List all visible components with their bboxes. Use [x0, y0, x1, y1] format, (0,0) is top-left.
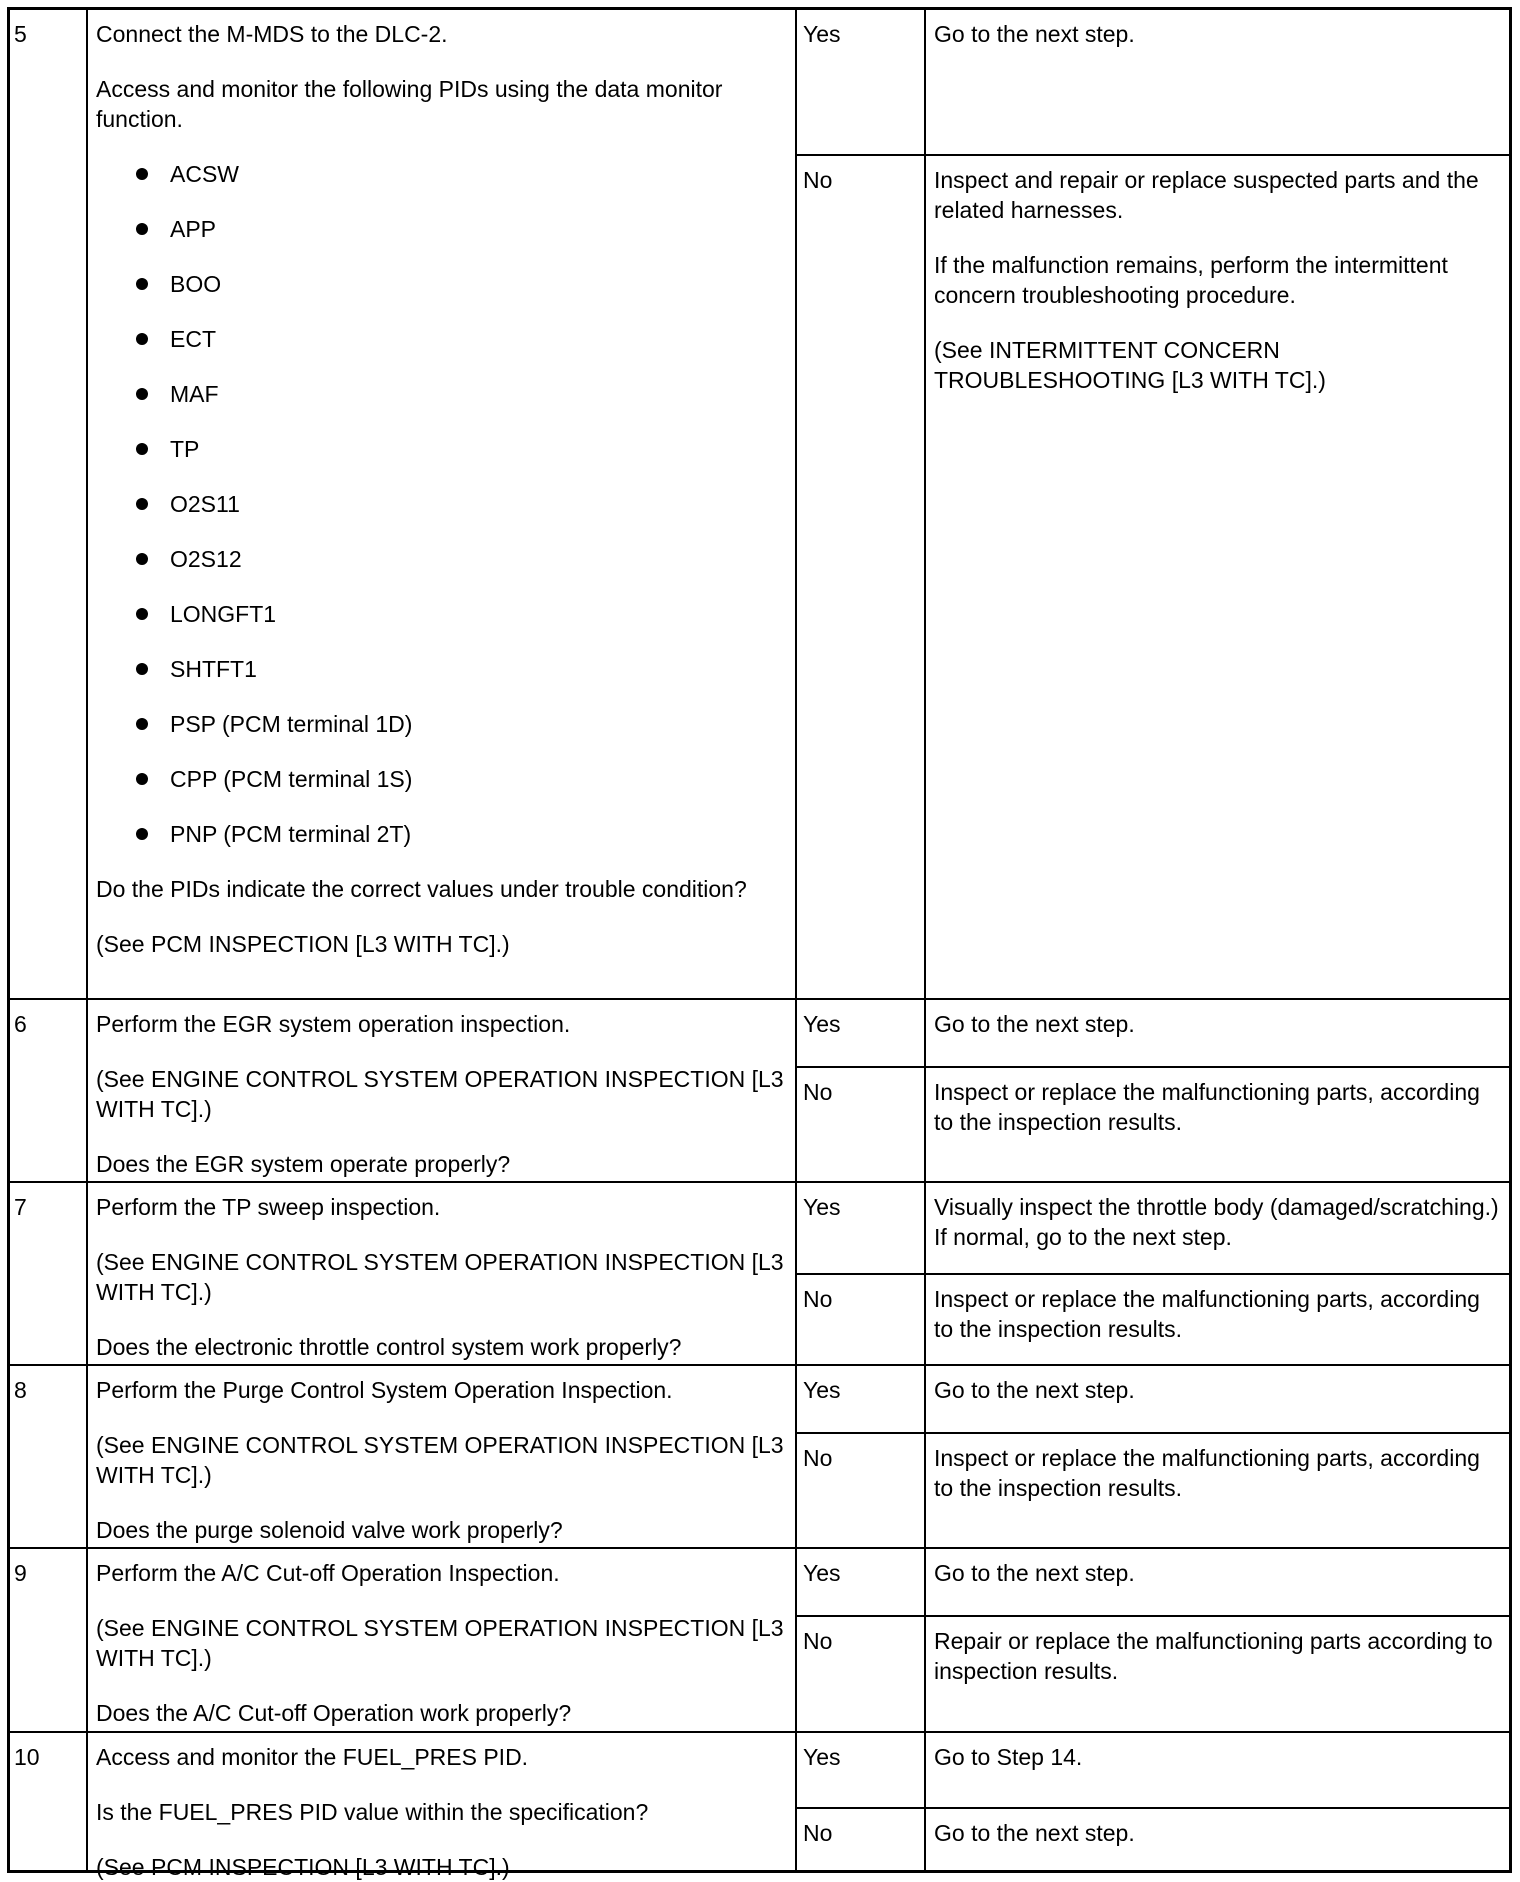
step-number: 5 — [10, 10, 88, 998]
no-label: No — [797, 1434, 926, 1547]
yes-row — [797, 1549, 1509, 1617]
no-action: Inspect or replace the malfunctioning parts, according to the inspection results. — [934, 1445, 1480, 1501]
bullet-icon — [136, 828, 148, 840]
action-text: Connect the M-MDS to the DLC-2. — [96, 21, 448, 47]
yes-row — [797, 1183, 1509, 1275]
pid-item: CPP (PCM terminal 1S) — [136, 764, 785, 794]
pid-list — [96, 159, 785, 849]
bullet-icon — [136, 168, 148, 180]
results-cell — [797, 1183, 1509, 1364]
no-label: No — [797, 1617, 926, 1731]
bullet-icon — [136, 498, 148, 510]
bullet-icon — [136, 333, 148, 345]
results-cell — [797, 1549, 1509, 1731]
action-cell: Perform the A/C Cut-off Operation Inspection. (See ENGINE CONTROL SYSTEM OPERATION INSPECTION [L3 WITH TC].) Does the A/C Cut-off Operation work properly? — [88, 1549, 797, 1731]
pid-item: ECT — [136, 324, 785, 354]
no-action: Inspect and repair or replace suspected parts and the related harnesses. If the malfunction remains, perform the intermittent concern troubleshooting procedure. (See INTERMITTENT CONCERN TROUBLESHOOTING [L3 WITH TC].) — [934, 167, 1479, 393]
no-action: Inspect or replace the malfunctioning parts, according to the inspection results. — [934, 1286, 1480, 1342]
yes-row — [797, 1366, 1509, 1434]
yes-action: Go to the next step. — [934, 1011, 1135, 1037]
troubleshooting-table — [7, 7, 1512, 1880]
pid-item: SHTFT1 — [136, 654, 785, 684]
step-number: 10 — [10, 1733, 88, 1870]
action-cell: Access and monitor the FUEL_PRES PID. Is the FUEL_PRES PID value within the specification? (See PCM INSPECTION [L3 WITH TC].) — [88, 1733, 797, 1870]
action-question: Do the PIDs indicate the correct values under trouble condition? — [96, 876, 747, 902]
yes-row — [797, 10, 1509, 156]
no-action: Inspect or replace the malfunctioning parts, according to the inspection results. — [934, 1079, 1480, 1135]
pid-item: O2S12 — [136, 544, 785, 574]
pid-item: PNP (PCM terminal 2T) — [136, 819, 785, 849]
pid-item: TP — [136, 434, 785, 464]
results-cell — [797, 1000, 1509, 1181]
action-text: Access and monitor the following PIDs using the data monitor function. — [96, 76, 723, 132]
bullet-icon — [136, 663, 148, 675]
step-row-7 — [10, 1183, 1509, 1366]
pid-item: MAF — [136, 379, 785, 409]
no-row — [797, 1068, 1509, 1181]
yes-label: Yes — [797, 10, 926, 154]
yes-label: Yes — [797, 1183, 926, 1273]
step-number: 9 — [10, 1549, 88, 1731]
yes-label: Yes — [797, 1000, 926, 1066]
no-label: No — [797, 1275, 926, 1364]
yes-action: Go to the next step. — [934, 1560, 1135, 1586]
bullet-icon — [136, 553, 148, 565]
pid-item: O2S11 — [136, 489, 785, 519]
no-action: Go to the next step. — [934, 1820, 1135, 1846]
no-row — [797, 1809, 1509, 1870]
yes-label: Yes — [797, 1733, 926, 1807]
no-label: No — [797, 1068, 926, 1181]
action-cell: Perform the TP sweep inspection. (See ENGINE CONTROL SYSTEM OPERATION INSPECTION [L3 WITH TC].) Does the electronic throttle control system work properly? — [88, 1183, 797, 1364]
no-action: Repair or replace the malfunctioning parts according to inspection results. — [934, 1628, 1493, 1684]
action-cell: Perform the Purge Control System Operation Inspection. (See ENGINE CONTROL SYSTEM OPERATION INSPECTION [L3 WITH TC].) Does the purge solenoid valve work properly? — [88, 1366, 797, 1547]
yes-action: Go to the next step. — [934, 1377, 1135, 1403]
results-cell — [797, 1366, 1509, 1547]
results-cell — [797, 10, 1509, 998]
step-row-9 — [10, 1549, 1509, 1733]
yes-action: Go to Step 14. — [934, 1744, 1083, 1770]
bullet-icon — [136, 223, 148, 235]
yes-row — [797, 1733, 1509, 1809]
yes-action: Visually inspect the throttle body (damaged/scratching.) If normal, go to the next step. — [934, 1194, 1499, 1250]
step-row-5 — [10, 10, 1509, 1000]
bullet-icon — [136, 443, 148, 455]
step-number: 8 — [10, 1366, 88, 1547]
bullet-icon — [136, 718, 148, 730]
yes-row — [797, 1000, 1509, 1068]
no-row — [797, 156, 1509, 998]
results-cell — [797, 1733, 1509, 1870]
step-row-8 — [10, 1366, 1509, 1549]
step-row-6 — [10, 1000, 1509, 1183]
pid-item: ACSW — [136, 159, 785, 189]
pid-item: APP — [136, 214, 785, 244]
bullet-icon — [136, 608, 148, 620]
no-row — [797, 1617, 1509, 1731]
step-number: 7 — [10, 1183, 88, 1364]
yes-label: Yes — [797, 1366, 926, 1432]
yes-action: Go to the next step. — [934, 21, 1135, 47]
step-number: 6 — [10, 1000, 88, 1181]
pid-item: BOO — [136, 269, 785, 299]
bullet-icon — [136, 278, 148, 290]
no-label: No — [797, 1809, 926, 1870]
action-cell: Perform the EGR system operation inspection. (See ENGINE CONTROL SYSTEM OPERATION INSPECTION [L3 WITH TC].) Does the EGR system operate properly? — [88, 1000, 797, 1181]
action-cell — [88, 10, 797, 998]
yes-label: Yes — [797, 1549, 926, 1615]
no-row — [797, 1434, 1509, 1547]
action-reference: (See PCM INSPECTION [L3 WITH TC].) — [96, 931, 510, 957]
pid-item: LONGFT1 — [136, 599, 785, 629]
no-row — [797, 1275, 1509, 1364]
pid-item: PSP (PCM terminal 1D) — [136, 709, 785, 739]
no-label: No — [797, 156, 926, 998]
step-row-10 — [10, 1733, 1509, 1880]
bullet-icon — [136, 773, 148, 785]
bullet-icon — [136, 388, 148, 400]
